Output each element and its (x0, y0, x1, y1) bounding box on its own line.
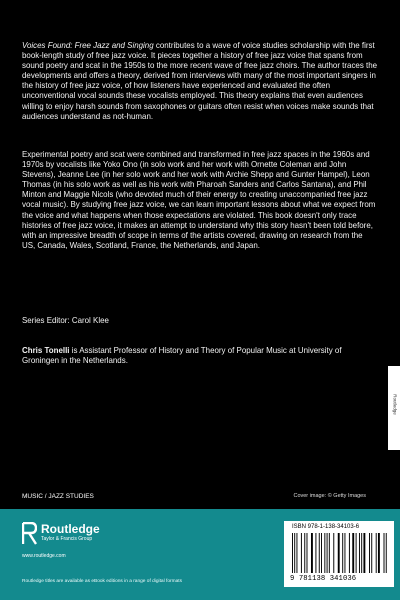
barcode-bar (315, 533, 316, 573)
blurb-paragraph-1-text: contributes to a wave of voice studies scholarship with the first book-length study of free jazz voice. It pieces together a history of free jazz voice that spans from sound poetry and scat in the 1950s to the more recent wave of free jazz choirs. The author traces the developments and offers a theory, derived from interviews with many of the most important singers in the history of free jazz voice, of how listeners have experienced and evaluated the often unconventional vocal sounds these vocalists employed. This theory explains that even audiences willing to enjoy harsh sounds from saxophones or guitars often resist when voices make sounds that audiences understand as not-human. (22, 41, 378, 121)
author-bio-text: is Assistant Professor of History and Theory of Popular Music at University of Groningen in the Netherlands. (22, 346, 342, 366)
barcode-bar (301, 533, 302, 573)
author-name: Chris Tonelli (22, 346, 70, 355)
barcode-bar (292, 533, 293, 573)
barcode-bar (311, 533, 313, 573)
barcode-icon (292, 533, 388, 573)
barcode-bar (319, 533, 320, 573)
barcode-bar (363, 533, 365, 573)
publisher-name: Routledge (41, 522, 100, 536)
blurb-paragraph-2: Experimental poetry and scat were combined and transformed in free jazz spaces in the 1960s and 1970s by vocalists like Yoko Ono (in solo work and her work with Ornette Coleman and John Stevens), Jeanne Lee (in her solo work and her work with Archie Shepp and Gunter Hampel), Leon Thomas (in his solo work as well as his work with Pharoah Sanders and Carlos Santana), and Phil Minton and Maggie Nicols (who devoted much of their energy to creating unaccompanied free jazz vocal music). By studying free jazz voice, we can learn important lessons about what we expect from the voice and what happens when those expectations are violated. This book doesn't only trace histories of free jazz voice, it makes an attempt to understand why this story hasn't been told before, with an impressive breadth of scope in terms of the artists covered, drawing on research from the US, Canada, Wales, Scotland, France, the Netherlands, and Japan. (22, 150, 376, 250)
barcode-bar (327, 533, 328, 573)
barcode-bar (296, 533, 297, 573)
barcode-bar (329, 533, 330, 573)
cover-credit: Cover image: © Getty Images (293, 493, 366, 499)
barcode-panel (284, 521, 394, 587)
barcode-bar (338, 533, 340, 573)
barcode-bar (294, 533, 295, 573)
barcode-bar (352, 533, 354, 573)
publisher-url: www.routledge.com (22, 553, 66, 559)
series-editor: Series Editor: Carol Klee (22, 316, 109, 325)
barcode-bar (344, 533, 345, 573)
blurb-paragraph-1 (22, 41, 378, 122)
ebook-note: Routledge titles are available as eBook editions in a range of digital formats (22, 579, 182, 584)
routledge-logo-icon (22, 522, 37, 545)
barcode-bar (349, 533, 350, 573)
barcode-bar (371, 533, 372, 573)
barcode-bar (384, 533, 385, 573)
author-bio (22, 346, 378, 366)
barcode-bar (361, 533, 362, 573)
barcode-bar (378, 533, 380, 573)
isbn-label: ISBN 978-1-138-34103-6 (292, 524, 360, 530)
side-strip (388, 366, 400, 450)
barcode-bar (342, 533, 343, 573)
barcode-bar (359, 533, 360, 573)
barcode-bar (386, 533, 387, 573)
publisher-group: Taylor & Francis Group (41, 536, 93, 542)
publisher-footer (0, 509, 400, 600)
barcode-bar (304, 533, 305, 573)
book-title: Voices Found: Free Jazz and Singing (22, 41, 154, 50)
category-label: MUSIC / JAZZ STUDIES (22, 493, 94, 500)
side-strip-text: Routledge (392, 394, 398, 415)
barcode-bar (307, 533, 308, 573)
barcode-bar (324, 533, 325, 573)
barcode-bar (333, 533, 334, 573)
barcode-bar (369, 533, 370, 573)
barcode-digits: 9 781138 341036 (290, 575, 357, 583)
barcode-bar (376, 533, 377, 573)
barcode-bar (356, 533, 357, 573)
barcode-bar (321, 533, 322, 573)
